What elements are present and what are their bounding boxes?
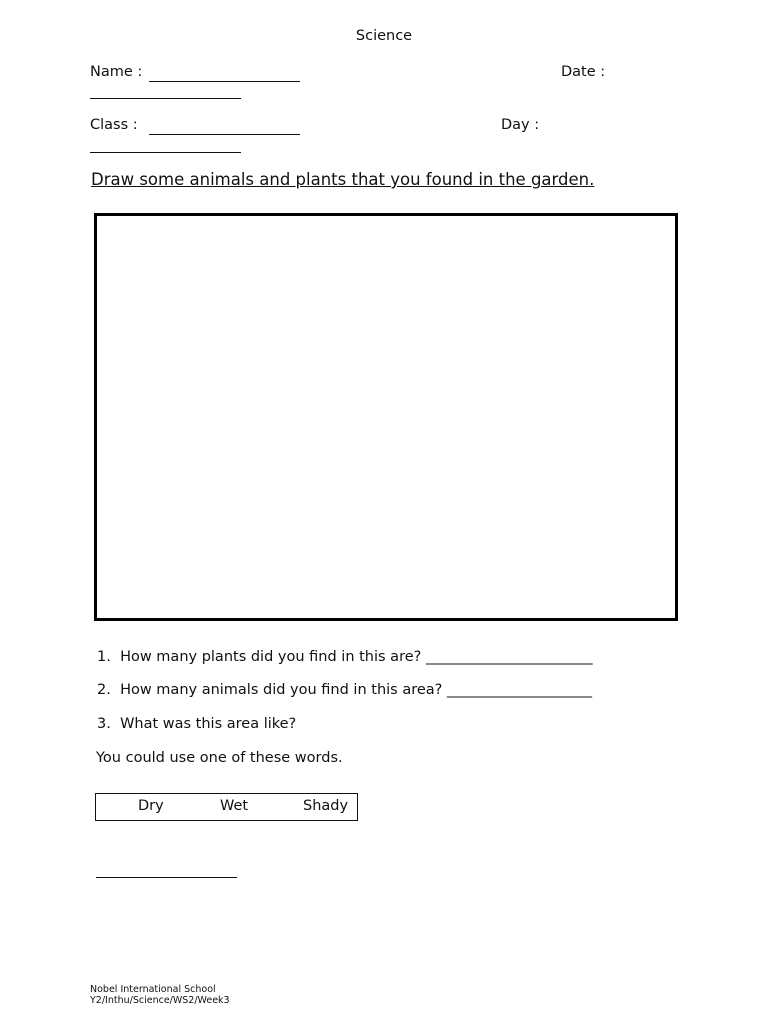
word-shady: Shady: [303, 798, 349, 814]
drawing-area[interactable]: [94, 213, 678, 621]
question-number: 1.: [97, 649, 111, 665]
day-label: Day :: [501, 117, 540, 133]
question-3: [97, 716, 296, 732]
date-label: Date :: [561, 64, 606, 80]
name-label: Name :: [90, 64, 143, 80]
day-line[interactable]: [90, 152, 241, 153]
instruction-heading: Draw some animals and plants that you found in the garden.: [91, 170, 595, 189]
question-number: 3.: [97, 716, 111, 732]
hint-text: You could use one of these words.: [96, 750, 343, 766]
footer-code: Y2/Inthu/Science/WS2/Week3: [90, 995, 230, 1006]
question-1: [97, 649, 593, 665]
word-dry: Dry: [138, 798, 164, 814]
question-text: How many animals did you find in this area? ____________________: [120, 682, 592, 698]
question-2: [97, 682, 592, 698]
footer-school: Nobel International School: [90, 984, 216, 995]
class-label: Class :: [90, 117, 138, 133]
page-title: Science: [355, 28, 413, 44]
question-text: How many plants did you find in this are? _______________________: [120, 649, 593, 665]
answer-line[interactable]: [96, 877, 237, 878]
question-text: What was this area like?: [120, 716, 297, 732]
word-wet: Wet: [220, 798, 249, 814]
word-bank: [95, 793, 358, 821]
date-line[interactable]: [90, 98, 241, 99]
question-number: 2.: [97, 682, 111, 698]
name-line[interactable]: [149, 81, 300, 82]
class-line[interactable]: [149, 134, 300, 135]
